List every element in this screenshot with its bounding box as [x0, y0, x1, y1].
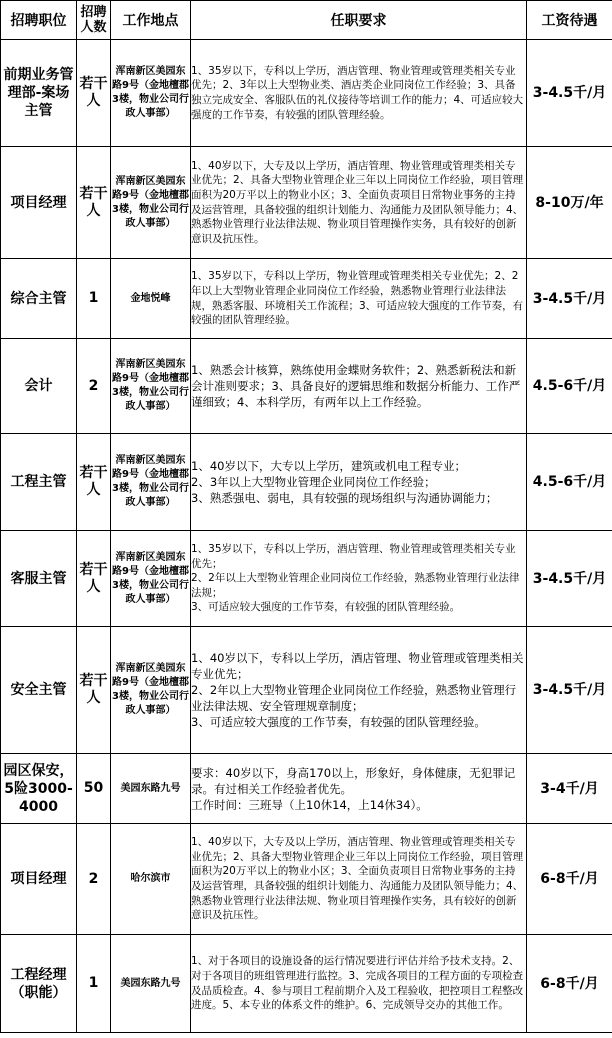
header-location: 工作地点 [111, 1, 191, 40]
job-count: 2 [77, 339, 111, 434]
job-requirements: 1、40岁以下，大专及以上学历，酒店管理、物业管理或管理类相关专业优先；2、具备大型物业管理企业三年以上同岗位工作经验，项目管理面积为20万平以上的物业小区；3、全面负责项目日常物业事务的主持及运营管理，具备较强的组织计划能力、沟通能力及团队领导能力；4、熟悉物业管理行业法律法规、物业项目管理操作实务，具有较好的创新意识及抗压性。 [191, 147, 527, 259]
header-row [1, 1, 612, 40]
header-salary: 工资待遇 [527, 1, 612, 40]
job-salary: 3-4.5千/月 [527, 40, 612, 147]
job-requirements: 1、对于各项目的设施设备的运行情况要进行评估并给予技术支持。2、对于各项目的班组管理进行监控。3、完成各项目的工程方面的专项检查及品质检查。4、参与项目工程前期介入及工程验收，把控项目工程整改进度。5、本专业的体系文件的维护。6、完成领导交办的其他工作。 [191, 935, 527, 1033]
job-location: 哈尔滨市 [111, 824, 191, 935]
job-count: 1 [77, 259, 111, 339]
job-count: 若干人 [77, 531, 111, 627]
job-position: 安全主管 [1, 627, 77, 754]
job-requirements: 1、熟悉会计核算，熟练使用金蝶财务软件；2、熟悉新税法和新会计准则要求；3、具备良好的逻辑思维和数据分析能力、工作严谨细致；4、本科学历，有两年以上工作经验。 [191, 339, 527, 434]
job-requirements: 1、40岁以下，大专以上学历，建筑或机电工程专业； 2、3年以上大型物业管理企业同岗位工作经验； 3、熟悉强电、弱电，具有较强的现场组织与沟通协调能力； [191, 434, 527, 531]
job-position: 项目经理 [1, 824, 77, 935]
job-salary: 8-10万/年 [527, 147, 612, 259]
job-requirements: 1、40岁以下，大专及以上学历，酒店管理、物业管理或管理类相关专业优先；2、具备大型物业管理企业三年以上同岗位工作经验，项目管理面积为20万平以上的物业小区；3、全面负责项目日常物业事务的主持及运营管理，具备较强的组织计划能力、沟通能力及团队领导能力；4、熟悉物业管理行业法律法规、物业项目管理操作实务，具有较好的创新意识及抗压性。 [191, 824, 527, 935]
job-location: 浑南新区美园东路9号（金地檀郡3楼，物业公司行政人事部） [111, 531, 191, 627]
job-position: 工程经理（职能） [1, 935, 77, 1033]
job-count: 若干人 [77, 147, 111, 259]
job-requirements: 1、35岁以下，专科以上学历，酒店管理、物业管理或管理类相关专业优先； 2、2年以上大型物业管理企业同岗位工作经验，熟悉物业管理行业法律法规； 3、可适应较大强度的工作节奏，有较强的团队管理经验。 [191, 531, 527, 627]
job-position: 综合主管 [1, 259, 77, 339]
table-row [1, 434, 612, 531]
table-row [1, 935, 612, 1033]
table-row [1, 824, 612, 935]
job-position: 工程主管 [1, 434, 77, 531]
job-salary: 6-8千/月 [527, 824, 612, 935]
table-row [1, 259, 612, 339]
job-salary: 3-4.5千/月 [527, 259, 612, 339]
job-count: 2 [77, 824, 111, 935]
table-row [1, 339, 612, 434]
job-position: 项目经理 [1, 147, 77, 259]
header-count: 招聘人数 [77, 1, 111, 40]
table-row [1, 754, 612, 824]
job-count: 若干人 [77, 627, 111, 754]
table-row [1, 531, 612, 627]
job-location: 金地悦峰 [111, 259, 191, 339]
header-requirements: 任职要求 [191, 1, 527, 40]
job-salary: 4.5-6千/月 [527, 339, 612, 434]
table-row [1, 627, 612, 754]
job-location: 浑南新区美园东路9号（金地檀郡3楼，物业公司行政人事部） [111, 40, 191, 147]
job-requirements: 1、40岁以下，专科以上学历，酒店管理、物业管理或管理类相关专业优先； 2、2年以上大型物业管理企业同岗位工作经验，熟悉物业管理行业法律法规、安全管理规章制度； 3、可适应较大强度的工作节奏，有较强的团队管理经验。 [191, 627, 527, 754]
job-location: 浑南新区美园东路9号（金地檀郡3楼，物业公司行政人事部） [111, 147, 191, 259]
job-position: 前期业务管理部-案场主管 [1, 40, 77, 147]
job-location: 浑南新区美园东路9号（金地檀郡3楼，物业公司行政人事部） [111, 434, 191, 531]
job-location: 美园东路九号 [111, 935, 191, 1033]
job-position: 会计 [1, 339, 77, 434]
job-requirements: 要求：40岁以下，身高170以上，形象好，身体健康，无犯罪记录。有过相关工作经验者优先。 工作时间：三班导（上10休14，上14休34）。 [191, 754, 527, 824]
job-position: 客服主管 [1, 531, 77, 627]
job-count: 1 [77, 935, 111, 1033]
job-count: 若干人 [77, 434, 111, 531]
job-salary: 4.5-6千/月 [527, 434, 612, 531]
table-row [1, 40, 612, 147]
job-salary: 3-4.5千/月 [527, 531, 612, 627]
table-row [1, 147, 612, 259]
job-count: 50 [77, 754, 111, 824]
job-salary: 3-4千/月 [527, 754, 612, 824]
job-location: 浑南新区美园东路9号（金地檀郡3楼，物业公司行政人事部） [111, 627, 191, 754]
job-count: 若干人 [77, 40, 111, 147]
header-position: 招聘职位 [1, 1, 77, 40]
job-requirements: 1、35岁以下，专科以上学历，物业管理或管理类相关专业优先；2、2年以上大型物业管理企业同岗位工作经验，熟悉物业管理行业法律法规，熟悉客服、环境相关工作流程；3、可适应较大强度的工作节奏，有较强的团队管理经验。 [191, 259, 527, 339]
job-location: 浑南新区美园东路9号（金地檀郡3楼，物业公司行政人事部） [111, 339, 191, 434]
job-salary: 3-4.5千/月 [527, 627, 612, 754]
job-requirements: 1、35岁以下，专科以上学历，酒店管理、物业管理或管理类相关专业优先；2、3年以上大型物业类、酒店类企业同岗位工作经验；3、具备独立完成安全、客服队伍的礼仪接待等培训工作的能力；4、可适应较大强度的工作节奏，有较强的团队管理经验。 [191, 40, 527, 147]
job-location: 美园东路九号 [111, 754, 191, 824]
job-position: 园区保安，5险3000-4000 [1, 754, 77, 824]
job-salary: 6-8千/月 [527, 935, 612, 1033]
